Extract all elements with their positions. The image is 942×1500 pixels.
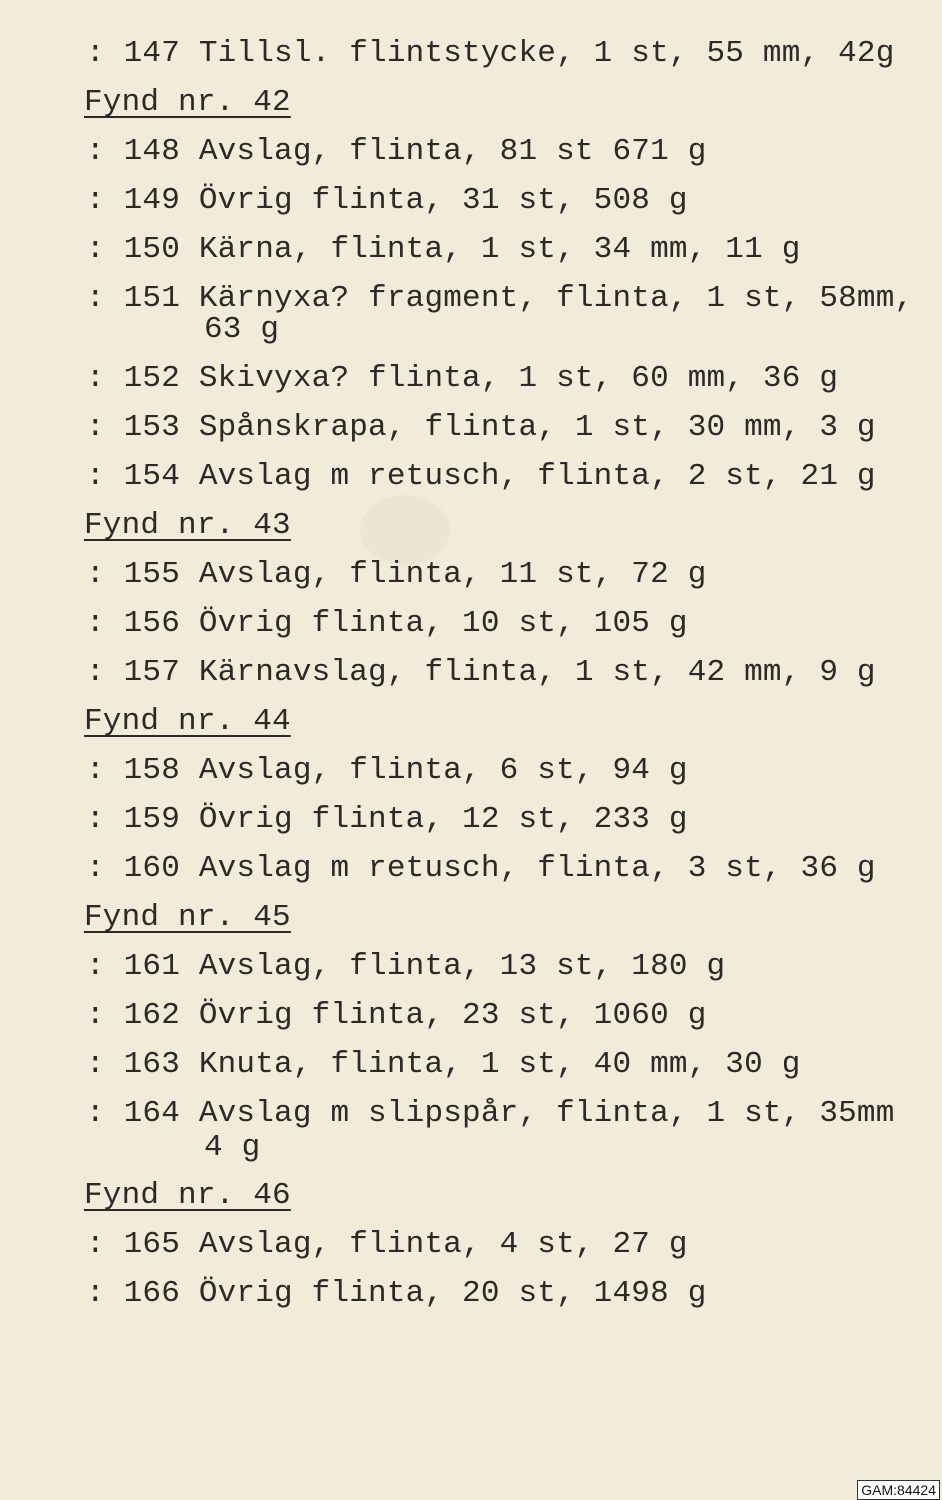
entry-161: : 161 Avslag, flinta, 13 st, 180 g [86,949,726,984]
fynd-heading-43: Fynd nr. 43 [84,508,291,543]
entry-160: : 160 Avslag m retusch, flinta, 3 st, 36 g [86,851,876,886]
fynd-heading-42: Fynd nr. 42 [84,85,291,120]
entry-158: : 158 Avslag, flinta, 6 st, 94 g [86,753,688,788]
entry-165: : 165 Avslag, flinta, 4 st, 27 g [86,1227,688,1262]
entry-162: : 162 Övrig flinta, 23 st, 1060 g [86,998,707,1033]
entry-147: : 147 Tillsl. flintstycke, 1 st, 55 mm, 42g [86,36,895,71]
fynd-heading-45: Fynd nr. 45 [84,900,291,935]
fynd-heading-44: Fynd nr. 44 [84,704,291,739]
entry-154: : 154 Avslag m retusch, flinta, 2 st, 21 g [86,459,876,494]
entry-164: : 164 Avslag m slipspår, flinta, 1 st, 35mm [86,1096,895,1131]
entry-153: : 153 Spånskrapa, flinta, 1 st, 30 mm, 3 g [86,410,876,445]
entry-166: : 166 Övrig flinta, 20 st, 1498 g [86,1276,707,1311]
entry-164-continuation: 4 g [204,1130,261,1165]
entry-151-continuation: 63 g [204,312,280,347]
paper-stain [360,495,450,565]
entry-148: : 148 Avslag, flinta, 81 st 671 g [86,134,707,169]
entry-151: : 151 Kärnyxa? fragment, flinta, 1 st, 58mm, [86,281,914,316]
fynd-heading-46: Fynd nr. 46 [84,1178,291,1213]
entry-155: : 155 Avslag, flinta, 11 st, 72 g [86,557,707,592]
entry-156: : 156 Övrig flinta, 10 st, 105 g [86,606,688,641]
entry-149: : 149 Övrig flinta, 31 st, 508 g [86,183,688,218]
entry-157: : 157 Kärnavslag, flinta, 1 st, 42 mm, 9 g [86,655,876,690]
entry-163: : 163 Knuta, flinta, 1 st, 40 mm, 30 g [86,1047,801,1082]
catalog-reference-label: GAM:84424 [857,1480,940,1500]
entry-159: : 159 Övrig flinta, 12 st, 233 g [86,802,688,837]
entry-152: : 152 Skivyxa? flinta, 1 st, 60 mm, 36 g [86,361,839,396]
entry-150: : 150 Kärna, flinta, 1 st, 34 mm, 11 g [86,232,801,267]
